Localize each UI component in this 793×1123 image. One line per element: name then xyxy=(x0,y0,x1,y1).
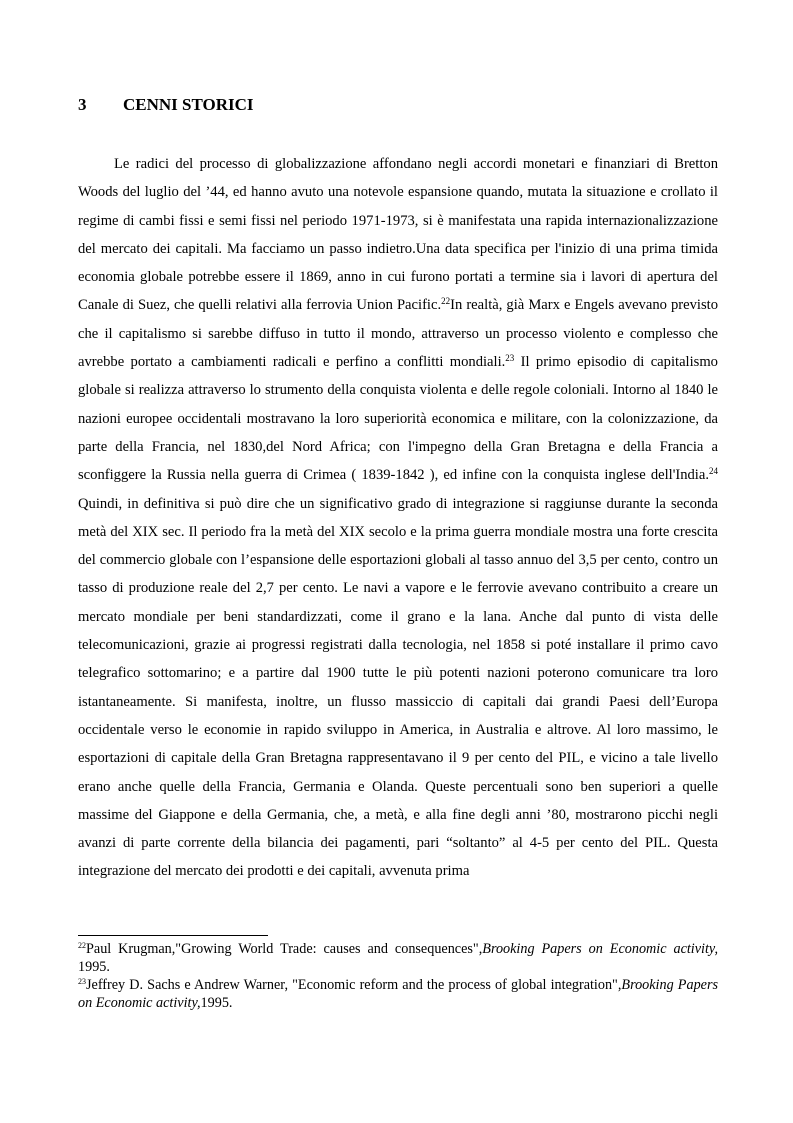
body-text-part-2: In realtà, già Marx e Engels avevano previsto che il capitalismo si sarebbe diffuso in tutto il mondo, attraverso un processo violento e complesso che avrebbe portato a cambiamenti radicali e perfino a conflitti mondiali. xyxy=(78,297,718,371)
section-number: 3 xyxy=(78,95,87,114)
body-text-part-1: Le radici del processo di globalizzazione affondano negli accordi monetari e finanziari di Bretton Woods del luglio del ’44, ed hanno avuto una notevole espansione quando, mutata la situazione e crollato il regime di cambi fissi e semi fissi nel periodo 1971-1973, si è manifestata una rapida internazionalizzazione del mercato dei capitali. Ma facciamo un passo indietro.Una data specifica per l'inizio di una prima timida economia globale potrebbe essere il 1869, anno in cui furono portati a termine sia i lavori di apertura del Canale di Suez, che quelli relativi alla ferrovia Union Pacific. xyxy=(78,156,718,314)
footnote-text: Jeffrey D. Sachs e Andrew Warner, "Economic reform and the process of global integration", xyxy=(86,977,622,993)
section-title: CENNI STORICI xyxy=(123,95,254,114)
footnote-text: Paul Krugman,"Growing World Trade: causes and consequences", xyxy=(86,941,483,957)
body-text-part-3: Il primo episodio di capitalismo globale si realizza attraverso lo strumento della conquista violenta e delle regole coloniali. Intorno al 1840 le nazioni europee occidentali mostravano la loro superiorità economica e militare, con la colonizzazione, da parte della Francia, nel 1830,del Nord Africa; con l'impegno della Gran Bretagna e della Francia a sconfiggere la Russia nella guerra di Crimea ( 1839-1842 ), ed infine con la conquista inglese dell'India. xyxy=(78,354,718,484)
footnotes xyxy=(78,941,718,1013)
body-paragraph xyxy=(78,150,718,886)
footnote-year: 1995. xyxy=(200,994,233,1011)
footnote-mark: 22 xyxy=(78,941,86,950)
footnote-mark: 23 xyxy=(78,977,86,986)
footnote-ref-23[interactable]: 23 xyxy=(505,353,515,364)
footnote-ref-22[interactable]: 22 xyxy=(441,296,451,307)
footnote-ref-24[interactable]: 24 xyxy=(709,466,718,477)
footnote-journal: Brooking Papers on Economic activity, xyxy=(482,941,718,957)
footnote-separator xyxy=(78,935,268,936)
footnote-journal: Brooking Papers on Economic activity, xyxy=(78,977,719,1011)
section-heading xyxy=(78,94,254,116)
body-text-part-4: Quindi, in definitiva si può dire che un significativo grado di integrazione si raggiunse durante la seconda metà del XIX sec. Il periodo fra la metà del XIX secolo e la prima guerra mondiale mostra una forte crescita del commercio globale con l’espansione delle esportazioni globali al tasso annuo del 3,5 per cento, contro un tasso di produzione reale del 2,7 per cento. Le navi a vapore e le ferrovie avevano contribuito a creare un mercato mondiale per beni standardizzati, come il grano e la lana. Anche dal punto di vista delle telecomunicazioni, grazie ai progressi registrati dalla tecnologia, nel 1858 si poté installare il primo cavo telegrafico sottomarino; e a partire dal 1900 tutte le più potenti nazioni poterono comunicare tra loro istantaneamente. Si manifesta, inoltre, un flusso massiccio di capitali dai grandi Paesi dell’Europa occidentale verso le economie in rapido sviluppo in America, in Australia e altrove. Al loro massimo, le esportazioni di capitale della Gran Bretagna rappresentavano il 9 per cento del PIL, e vicino a tale livello erano anche quelle della Francia, Germania e Olanda. Queste percentuali sono ben superiori a quelle massime del Giappone e della Germania, che, a metà, e alla fine degli anni ’80, mostrarono picchi negli avanzi di parte corrente della bilancia dei pagamenti, pari “soltanto” al 4-5 per cento del PIL. Questa integrazione del mercato dei prodotti e dei capitali, avvenuta prima xyxy=(78,495,718,880)
footnote-22 xyxy=(78,941,718,976)
footnote-23 xyxy=(78,977,718,1012)
footnote-year: 1995. xyxy=(78,958,110,975)
